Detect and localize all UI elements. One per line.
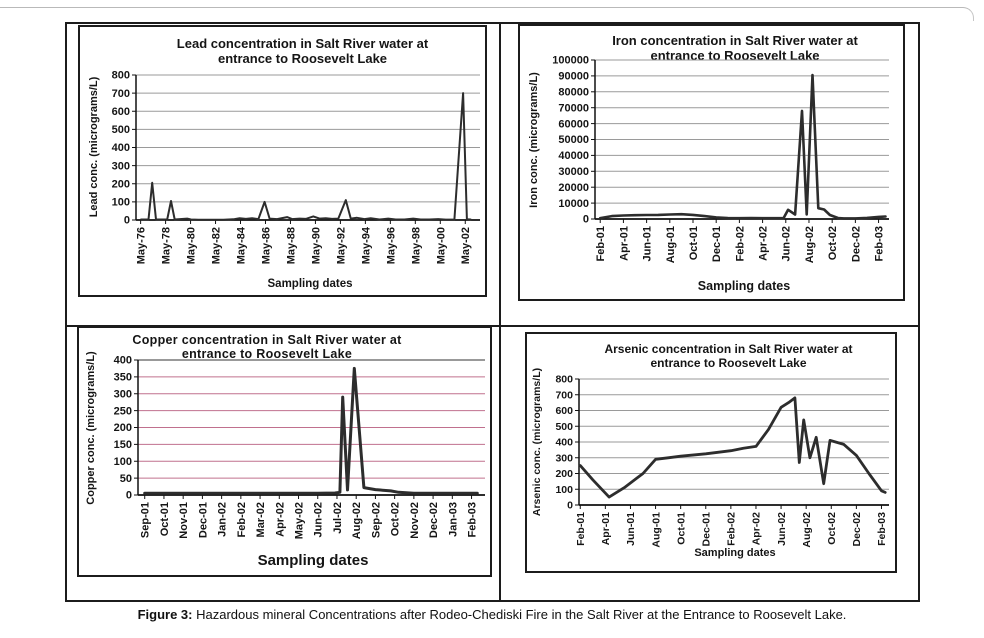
x-tick-label: Aug-01 [664, 226, 677, 264]
lead-chart-title-line2: entrance to Roosevelt Lake [217, 51, 388, 66]
x-tick-label: Aug-02 [351, 502, 364, 540]
y-tick-label: 100 [113, 455, 132, 468]
x-tick-label: May-02 [293, 502, 306, 540]
x-tick-label: Feb-02 [235, 502, 248, 538]
figure-caption [0, 607, 984, 622]
x-axis-label: Sampling dates [694, 547, 776, 559]
x-tick-label: Apr-02 [750, 512, 763, 546]
x-tick-label: Mar-02 [255, 502, 268, 538]
y-tick-label: 100000 [552, 54, 589, 67]
y-tick-label: 500 [111, 124, 130, 137]
y-tick-label: 400 [111, 142, 130, 155]
lead-chart-plot [80, 27, 481, 291]
series-line [145, 368, 478, 493]
y-tick-label: 350 [113, 371, 132, 384]
x-tick-label: May-94 [360, 227, 373, 265]
x-axis-label: Sampling dates [697, 279, 791, 293]
x-tick-label: Oct-01 [158, 502, 171, 537]
y-tick-label: 200 [555, 468, 573, 481]
figure-caption-label: Figure 3: [137, 607, 193, 622]
x-tick-label: Apr-01 [618, 226, 631, 261]
x-tick-label: Oct-01 [687, 226, 700, 261]
y-tick-label: 20000 [558, 181, 589, 194]
column-divider [499, 24, 501, 600]
x-tick-label: Apr-02 [274, 502, 287, 537]
y-tick-label: 800 [555, 373, 573, 386]
x-tick-label: Jul-02 [331, 502, 344, 534]
x-tick-label: May-96 [385, 227, 398, 265]
x-tick-label: May-84 [235, 227, 248, 265]
x-tick-label: Dec-01 [711, 226, 724, 263]
y-tick-label: 70000 [558, 102, 589, 115]
copper-chart-panel [77, 326, 492, 577]
x-tick-label: Jan-03 [447, 502, 460, 537]
x-tick-label: Feb-03 [876, 512, 889, 546]
x-tick-label: May-92 [335, 227, 348, 265]
x-tick-label: Feb-03 [466, 502, 479, 538]
y-tick-label: 700 [555, 389, 573, 402]
x-tick-label: Dec-02 [851, 512, 864, 547]
x-axis-label: Sampling dates [257, 552, 369, 569]
x-tick-label: Nov-01 [178, 502, 191, 539]
x-tick-label: Aug-02 [803, 226, 816, 264]
y-tick-label: 0 [567, 499, 573, 512]
x-tick-label: May-86 [260, 227, 273, 265]
y-tick-label: 90000 [558, 70, 589, 83]
y-axis-label: Arsenic conc. (micrograms/L) [531, 367, 543, 517]
figure-frame [65, 22, 920, 602]
y-tick-label: 250 [113, 405, 132, 418]
copper-chart-title-line2: entrance to Roosevelt Lake [181, 347, 353, 361]
x-tick-label: Aug-02 [800, 512, 813, 548]
y-axis-label: Lead conc. (micrograms/L) [88, 76, 100, 218]
x-tick-label: Jun-01 [625, 512, 638, 546]
y-tick-label: 800 [111, 69, 130, 82]
y-tick-label: 0 [125, 489, 132, 502]
y-tick-label: 300 [555, 452, 573, 465]
y-tick-label: 500 [555, 420, 573, 433]
x-tick-label: Jun-02 [312, 502, 325, 538]
iron-chart-title-line2: entrance to Roosevelt Lake [650, 48, 820, 63]
x-tick-label: Dec-02 [428, 502, 441, 539]
y-tick-label: 600 [555, 405, 573, 418]
iron-chart-panel [518, 24, 905, 301]
x-tick-label: Jun-02 [780, 226, 793, 262]
copper-chart-plot [79, 328, 486, 571]
x-tick-label: Oct-02 [827, 226, 840, 261]
lead-chart-title-line1: Lead concentration in Salt River water at [176, 36, 429, 51]
x-tick-label: Dec-01 [700, 512, 713, 547]
series-line [580, 398, 885, 497]
copper-chart-title-line1: Copper concentration in Salt River water at [132, 333, 402, 347]
y-tick-label: 10000 [558, 197, 589, 210]
x-tick-label: Oct-02 [389, 502, 402, 537]
x-axis-label: Sampling dates [267, 278, 353, 290]
x-tick-label: May-88 [285, 227, 298, 265]
y-tick-label: 60000 [558, 118, 589, 131]
x-tick-label: May-82 [210, 227, 223, 265]
x-tick-label: Feb-02 [734, 226, 747, 262]
y-tick-label: 200 [111, 178, 130, 191]
page-top-border [0, 7, 974, 21]
lead-chart-panel [78, 25, 487, 297]
x-tick-label: Jan-02 [216, 502, 229, 537]
y-tick-label: 0 [582, 213, 589, 226]
y-tick-label: 40000 [558, 150, 589, 163]
x-tick-label: Oct-01 [675, 512, 688, 545]
x-tick-label: May-78 [160, 227, 173, 265]
x-tick-label: May-76 [135, 227, 148, 265]
x-tick-label: Apr-01 [600, 512, 613, 546]
y-tick-label: 600 [111, 105, 130, 118]
x-tick-label: Dec-01 [197, 502, 210, 539]
x-tick-label: Oct-02 [826, 512, 839, 545]
x-tick-label: May-00 [435, 227, 448, 265]
y-tick-label: 100 [111, 196, 130, 209]
y-axis-label: Copper conc. (micrograms/L) [85, 351, 97, 505]
y-tick-label: 50000 [558, 134, 589, 147]
y-tick-label: 50 [119, 472, 132, 485]
iron-chart-title-line1: Iron concentration in Salt River water at [612, 33, 858, 48]
y-tick-label: 0 [123, 214, 130, 227]
iron-chart-plot [520, 26, 899, 295]
arsenic-chart-panel [525, 332, 897, 573]
arsenic-chart-title-line1: Arsenic concentration in Salt River water at [604, 342, 853, 356]
x-tick-label: Feb-01 [575, 512, 588, 546]
x-tick-label: May-90 [310, 227, 323, 265]
series-line [141, 93, 471, 220]
y-tick-label: 30000 [558, 166, 589, 179]
x-tick-label: Feb-02 [725, 512, 738, 546]
x-tick-label: May-02 [460, 227, 473, 265]
y-tick-label: 80000 [558, 86, 589, 99]
y-tick-label: 400 [555, 436, 573, 449]
x-tick-label: Dec-02 [850, 226, 863, 263]
x-tick-label: Sep-02 [370, 502, 383, 539]
figure-caption-text: Hazardous mineral Concentrations after Rodeo-Chediski Fire in the Salt River at the Entrance to Roosevelt Lake. [192, 607, 847, 622]
x-tick-label: May-80 [185, 227, 198, 265]
x-tick-label: Jun-02 [775, 512, 788, 546]
y-tick-label: 100 [555, 483, 573, 496]
y-tick-label: 150 [113, 439, 132, 452]
y-tick-label: 200 [113, 422, 132, 435]
x-tick-label: Sep-01 [139, 502, 152, 539]
series-line [600, 75, 885, 218]
x-tick-label: Apr-02 [757, 225, 770, 261]
y-tick-label: 300 [113, 388, 132, 401]
y-tick-label: 400 [113, 354, 132, 367]
x-tick-label: May-98 [410, 227, 423, 265]
x-tick-label: Jun-01 [641, 226, 654, 262]
x-tick-label: Aug-01 [650, 512, 663, 548]
y-axis-label: Iron conc. (micrograms/L) [528, 72, 540, 208]
x-tick-label: Nov-02 [408, 502, 421, 539]
arsenic-chart-title-line2: entrance to Roosevelt Lake [650, 356, 807, 370]
x-tick-label: Feb-01 [595, 226, 608, 262]
x-tick-label: Feb-03 [873, 226, 886, 262]
arsenic-chart-plot [527, 334, 891, 567]
y-tick-label: 300 [111, 160, 130, 173]
y-tick-label: 700 [111, 87, 130, 100]
